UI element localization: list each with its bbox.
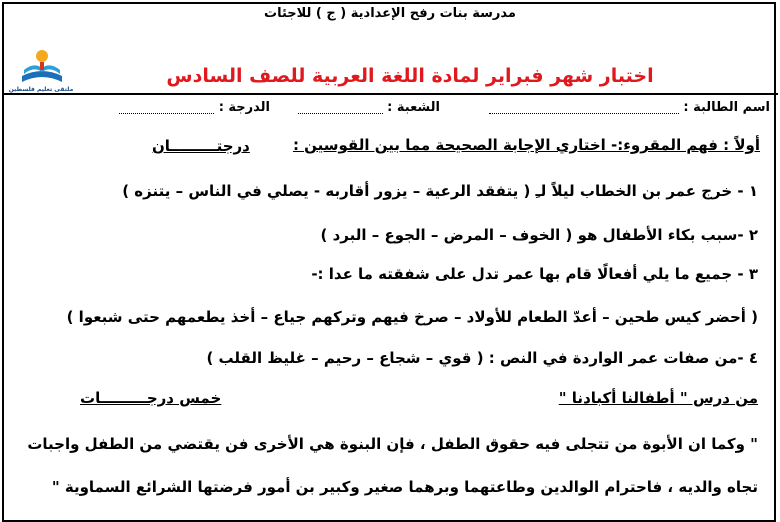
school-name: مدرسة بنات رفح الإعدادية ( ج ) للاجئات xyxy=(264,6,516,21)
grade-label: الدرجة : xyxy=(218,100,270,115)
student-name-line xyxy=(489,101,679,114)
book-logo-icon xyxy=(18,46,66,90)
passage-line-2: تجاه والديه ، فاحترام الوالدين وطاعتهما وبرهما صغير وكبير بن أمور فرضتها الشرائع السماوية " xyxy=(51,478,758,496)
section2-lesson-title: من درس " أطفالنا أكبادنا " xyxy=(558,389,758,407)
question-4: ٤ -من صفات عمر الواردة في النص : ( قوي – شجاع – رحيم – غليظ القلب ) xyxy=(206,349,758,367)
question-3: ٣ - جميع ما يلي أفعالًا قام بها عمر تدل على شفقته ما عدا :- xyxy=(311,265,758,283)
section-field[interactable] xyxy=(298,100,440,115)
exam-title: اختبار شهر فبراير لمادة اللغة العربية للصف السادس xyxy=(166,65,654,87)
section-label: الشعبة : xyxy=(387,100,440,115)
header-divider xyxy=(2,93,778,95)
grade-field[interactable] xyxy=(119,100,270,115)
student-info-row xyxy=(0,100,780,122)
student-name-label: اسم الطالبة : xyxy=(683,100,770,115)
question-3-options: ( أحضر كيس طحين – أعدّ الطعام للأولاد – صرخ فيهم وتركهم جياع – أخذ يطعمهم حتى شبعوا ) xyxy=(66,308,758,326)
passage-line-1: " وكما ان الأبوة من تتجلى فيه حقوق الطفل ، فإن البنوة هي الأخرى فن يقتضي من الطفل واجبات xyxy=(27,435,758,453)
section2-marks: خمس درجـــــــــات xyxy=(80,389,222,407)
grade-line xyxy=(119,101,214,114)
logo-caption: ملتقى تعليم فلسطين xyxy=(8,86,74,93)
section-line xyxy=(298,101,383,114)
student-name-field[interactable] xyxy=(489,100,770,115)
section1-marks: درجتـــــــــان xyxy=(152,137,250,155)
section1-title: أولاً : فهم المقروء:- اختاري الإجابة الصحيحة مما بين القوسين : xyxy=(292,136,760,154)
question-1: ١ - خرج عمر بن الخطاب ليلاً لـِ ( يتفقد الرعية – يزور أقاربه - يصلي في الناس – يتنزه ) xyxy=(122,182,758,200)
question-2: ٢ -سبب بكاء الأطفال هو ( الخوف – المرض – الجوع – البرد ) xyxy=(320,226,758,244)
